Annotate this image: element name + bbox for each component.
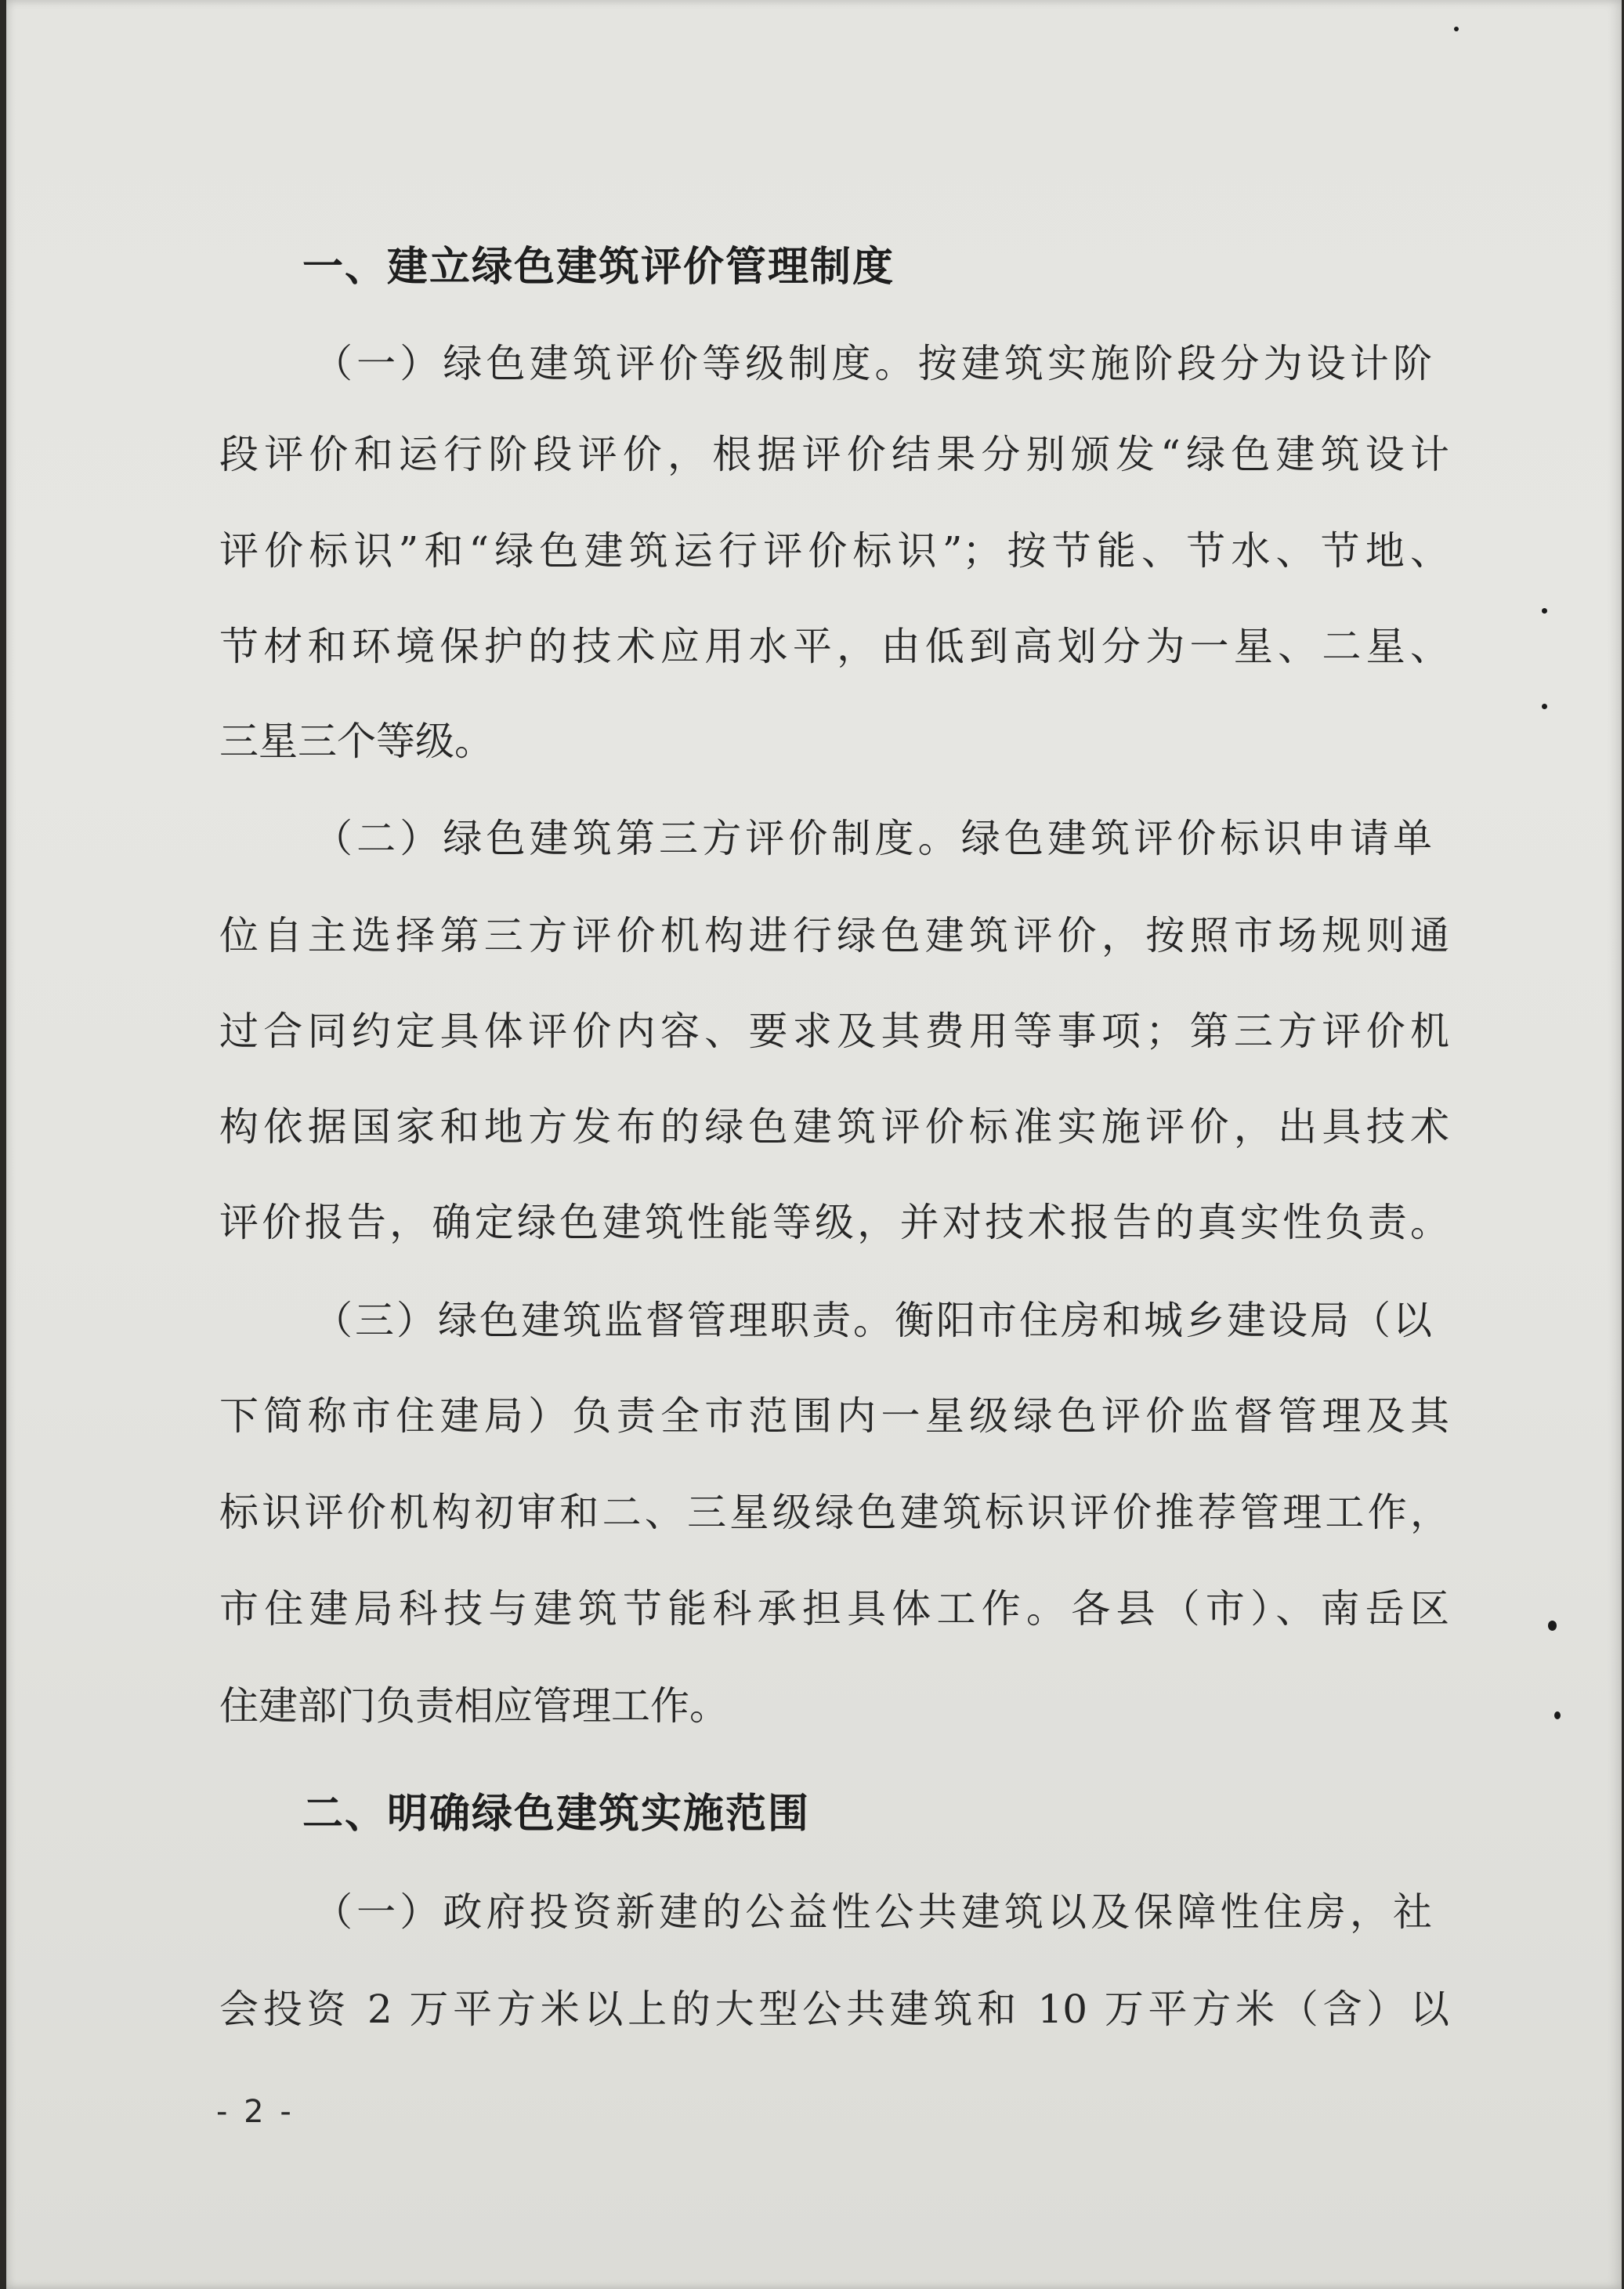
section-heading-2: 二、明确绿色建筑实施范围 xyxy=(302,1791,811,1838)
page-number: - 2 - xyxy=(216,2094,295,2130)
paper-speck xyxy=(1542,608,1547,614)
paragraph-line: 位自主选择第三方评价机构进行绿色建筑评价，按照市场规则通 xyxy=(219,913,1449,958)
section-heading-1: 一、建立绿色建筑评价管理制度 xyxy=(302,244,895,291)
paragraph-line: 市住建局科技与建筑节能科承担具体工作。各县（市）、南岳区 xyxy=(219,1586,1449,1632)
paper-speck xyxy=(1454,27,1459,31)
paragraph-line: （一）绿色建筑评价等级制度。按建筑实施阶段分为设计阶 xyxy=(313,341,1432,386)
paragraph-line: 段评价和运行阶段评价，根据评价结果分别颁发“绿色建筑设计 xyxy=(219,432,1449,477)
paragraph-line: （二）绿色建筑第三方评价制度。绿色建筑评价标识申请单 xyxy=(313,816,1432,861)
paragraph-line: 评价报告，确定绿色建筑性能等级，并对技术报告的真实性负责。 xyxy=(219,1200,1449,1245)
paragraph-line: 会投资 2 万平方米以上的大型公共建筑和 10 万平方米（含）以 xyxy=(219,1987,1449,2032)
paragraph-line: 构依据国家和地方发布的绿色建筑评价标准实施评价，出具技术 xyxy=(219,1104,1449,1150)
paragraph-line: 三星三个等级。 xyxy=(219,719,494,764)
paper-speck xyxy=(1554,1711,1561,1719)
paragraph-line: 住建部门负责相应管理工作。 xyxy=(219,1683,729,1729)
paper-speck xyxy=(1548,1621,1557,1631)
paragraph-line: 标识评价机构初审和二、三星级绿色建筑标识评价推荐管理工作， xyxy=(219,1490,1449,1535)
paragraph-line: （三）绿色建筑监督管理职责。衡阳市住房和城乡建设局（以 xyxy=(313,1298,1432,1343)
paragraph-line: 下简称市住建局）负责全市范围内一星级绿色评价监督管理及其 xyxy=(219,1393,1449,1439)
paragraph-line: 评价标识”和“绿色建筑运行评价标识”；按节能、节水、节地、 xyxy=(219,528,1449,574)
paper-speck xyxy=(1542,704,1547,709)
document-page xyxy=(6,0,1622,2289)
paragraph-line: 节材和环境保护的技术应用水平，由低到高划分为一星、二星、 xyxy=(219,624,1449,669)
paragraph-line: 过合同约定具体评价内容、要求及其费用等事项；第三方评价机 xyxy=(219,1009,1449,1054)
paragraph-line: （一）政府投资新建的公益性公共建筑以及保障性住房，社 xyxy=(313,1889,1432,1935)
